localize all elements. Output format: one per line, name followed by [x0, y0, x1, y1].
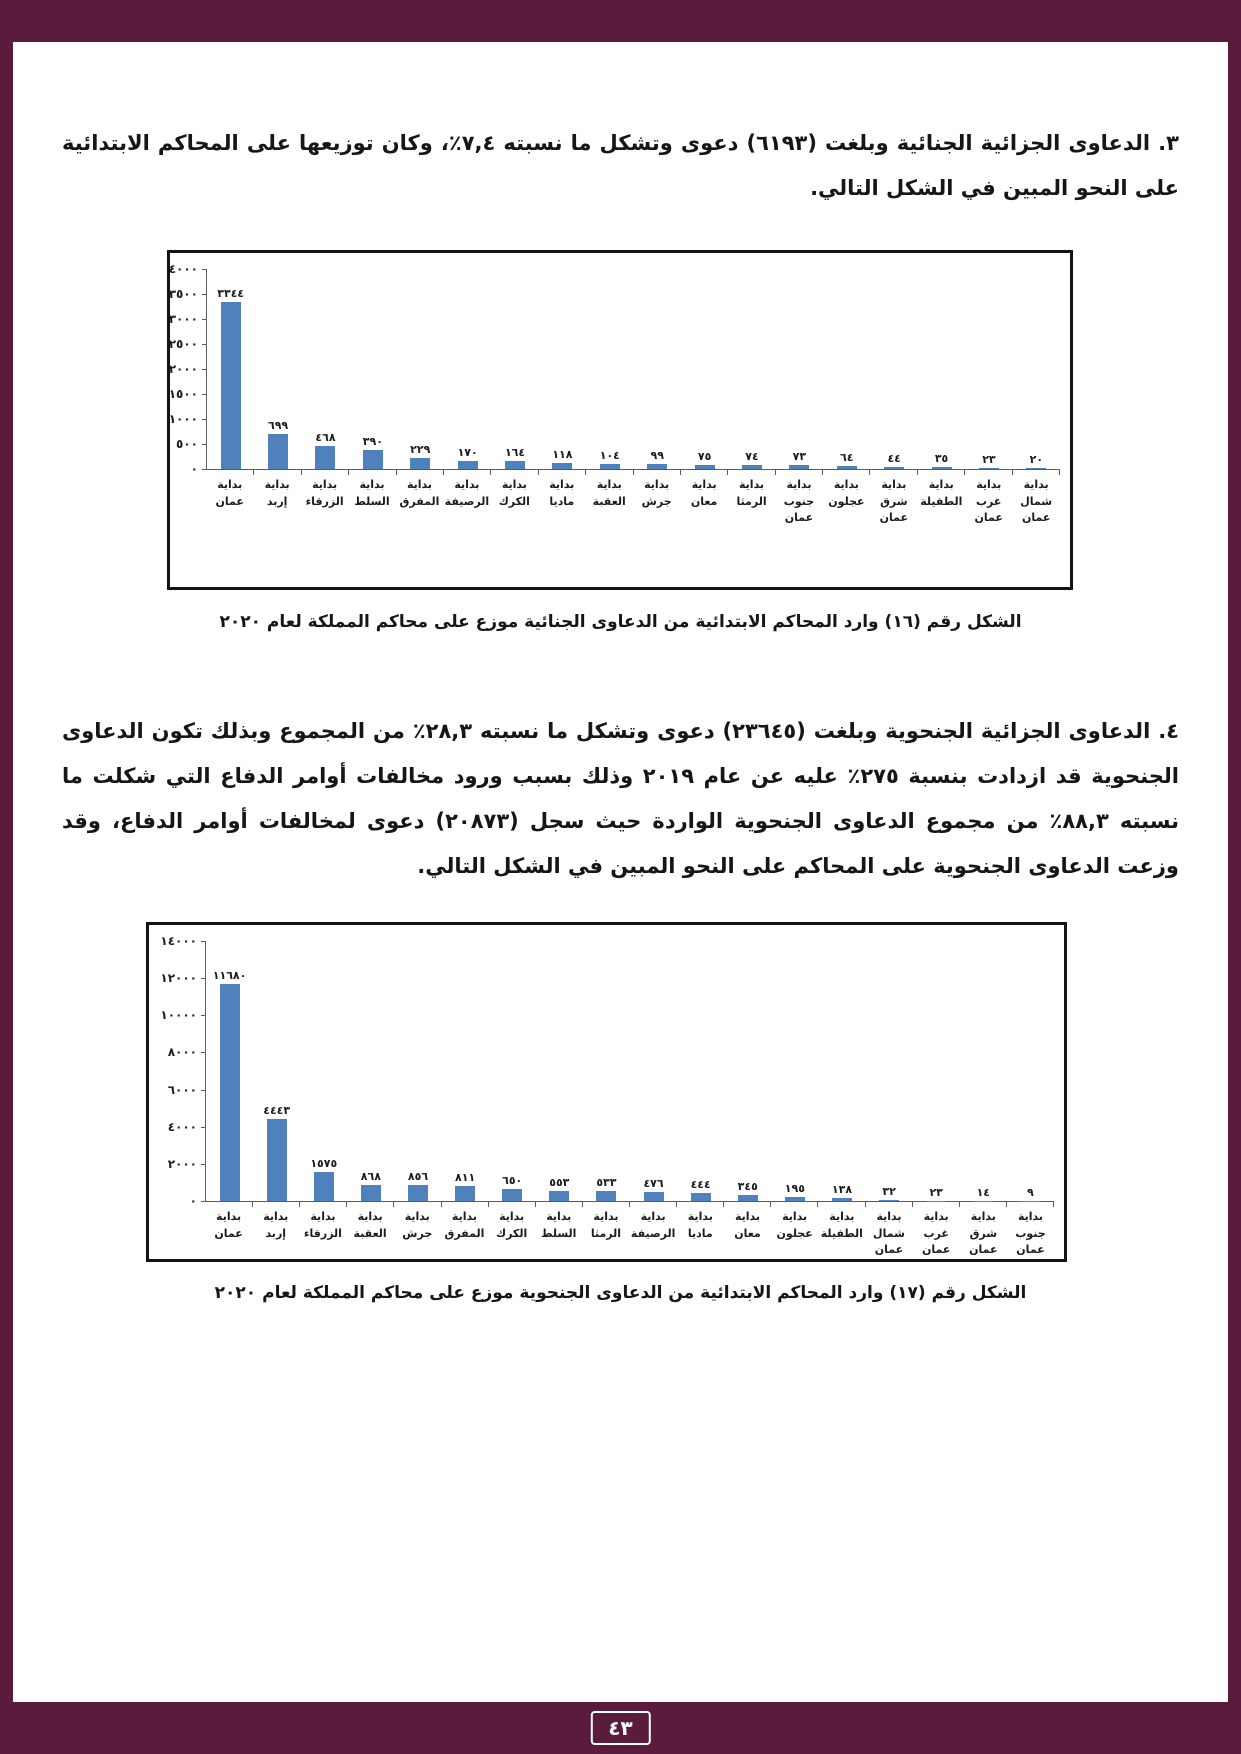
bar-slot: [254, 269, 301, 469]
bar-value-label: ٣٩٠: [362, 434, 383, 448]
bar-slot: [300, 941, 347, 1201]
x-axis-category-label: بداية جنوب عمان: [1015, 1210, 1046, 1256]
bar: [455, 1186, 475, 1201]
y-axis-tick-label: ٥٠٠: [176, 437, 198, 451]
x-axis-category-label: بداية ماديا: [549, 478, 575, 508]
bar-value-label: ٨٦٨: [360, 1169, 381, 1183]
bar-slot: [728, 269, 775, 469]
x-axis-category-label: بداية غرب عمان: [974, 478, 1003, 524]
y-axis: [168, 262, 206, 476]
y-axis-tick-label: ١٠٠٠٠: [160, 1008, 197, 1023]
bar-slot: [965, 269, 1012, 469]
bar-value-label: ١٣٨: [831, 1183, 853, 1197]
x-axis-category-label: بداية المفرق: [444, 1210, 485, 1240]
bar: [502, 1189, 522, 1201]
bar: [315, 446, 335, 469]
x-axis-category-label: بداية ماديا: [687, 1210, 713, 1240]
page-frame-top: [0, 0, 1241, 42]
x-axis-category-label: بداية غرب عمان: [921, 1210, 951, 1256]
bar: [268, 434, 288, 469]
bar: [267, 1119, 287, 1202]
bar-value-label: ٢٢٩: [410, 442, 431, 456]
bar: [644, 1192, 664, 1201]
bar-slot: [583, 941, 630, 1201]
bar: [221, 302, 241, 469]
bar-slot: [489, 941, 536, 1201]
x-axis-category-label: بداية شرق عمان: [879, 478, 909, 524]
y-axis-tick-label: ١٥٠٠: [168, 387, 198, 401]
page-frame-left: [0, 0, 13, 1754]
bar: [361, 1185, 381, 1201]
bar-value-label: ٣٤٥: [737, 1179, 758, 1193]
bar-slot: [866, 941, 913, 1201]
x-axis-category-label: بداية الطفيلة: [820, 1210, 863, 1240]
x-axis-category-label: بداية عمان: [214, 1210, 243, 1240]
x-axis-category-label: بداية عمان: [215, 478, 244, 508]
plot-area: [206, 269, 1060, 470]
bar-value-label: ٧٤: [745, 450, 759, 464]
bar-value-label: ١١٨: [552, 448, 573, 462]
x-axis-category-label: بداية شرق عمان: [969, 1210, 998, 1256]
bar: [408, 1185, 428, 1201]
bar-value-label: ١٦٤: [504, 445, 526, 459]
x-axis-category-label: بداية الطفيلة: [920, 478, 963, 508]
x-axis-labels: [205, 1201, 1054, 1259]
x-axis-category-label: بداية جرش: [402, 1210, 433, 1240]
x-axis-category-label: بداية شمال عمان: [873, 1210, 905, 1256]
page-frame-right: [1228, 0, 1241, 1754]
y-axis-tick-label: ٤٠٠٠: [168, 262, 198, 276]
bar-value-label: ٥٥٣: [549, 1175, 570, 1189]
bar-value-label: ٩: [1027, 1185, 1034, 1199]
x-axis-category-label: بداية الكرك: [498, 478, 530, 508]
bar-slot: [349, 269, 396, 469]
x-axis-category-label: بداية شمال عمان: [1020, 478, 1053, 524]
bar-slot: [442, 941, 489, 1201]
x-axis-category-label: بداية الرصيفة: [630, 1210, 676, 1240]
x-axis-category-label: بداية الكرك: [496, 1210, 528, 1240]
x-axis-labels: [206, 469, 1060, 527]
bar-value-label: ٤٤٤: [690, 1177, 711, 1191]
bar-slot: [960, 941, 1007, 1201]
bar-slot: [818, 941, 865, 1201]
bar-slot: [1013, 269, 1060, 469]
bar-slot: [677, 941, 724, 1201]
y-axis-tick-label: ٨٠٠٠: [167, 1045, 197, 1060]
x-axis-category-label: بداية معان: [734, 1210, 761, 1240]
bar-slot: [536, 941, 583, 1201]
bar-slot: [207, 269, 254, 469]
y-axis-tick-label: ١٢٠٠٠: [160, 971, 197, 986]
bar-value-label: ٧٥: [697, 450, 712, 464]
x-axis-category-label: بداية إربد: [263, 1210, 289, 1240]
bar-value-label: ٥٣٣: [596, 1176, 617, 1190]
bar-slot: [771, 941, 818, 1201]
x-axis-category-label: بداية السلط: [541, 1210, 577, 1240]
bar: [220, 984, 240, 1201]
paragraph-misdemeanor-cases: ٤. الدعاوى الجزائية الجنحوية وبلغت (٢٣٦٤٥) دعوى وتشكل ما نسبته ٢٨,٣٪ من المجموع وبذلك تكون الدعاوى الجنحوية قد ازدادت بنسبة ٢٧٥٪ عليه عن عام ٢٠١٩ وذلك بسبب ورود مخالفات أوامر الدفاع التي شكلت ما نسبته ٨٨,٣٪ من مجموع الدعاوى الجنحوية الواردة حيث سجل (٢٠٨٧٣) دعوى لمخالفات أوامر الدفاع، وقد وزعت الدعاوى الجنحوية على المحاكم على النحو المبين في الشكل التالي.: [62, 719, 1179, 878]
chart-figure-16: [167, 250, 1073, 590]
bar: [314, 1172, 334, 1201]
x-axis-category-label: بداية الرمثا: [736, 478, 767, 508]
bar-slot: [870, 269, 917, 469]
bar: [363, 450, 383, 470]
x-axis-category-label: بداية جرش: [641, 478, 672, 508]
y-axis-tick-label: ٦٠٠٠: [167, 1082, 197, 1097]
bar-slot: [347, 941, 394, 1201]
bar-value-label: ٨٥٦: [407, 1170, 429, 1184]
y-axis-tick-label: ٢٠٠٠: [167, 1156, 197, 1171]
y-axis-tick-label: ١٤٠٠٠: [160, 934, 197, 948]
x-axis-category-label: بداية العقبة: [592, 478, 626, 508]
bar-value-label: ١٤: [976, 1185, 991, 1199]
bar-slot: [302, 269, 349, 469]
bar-value-label: ٢٣: [982, 452, 996, 466]
bar: [505, 461, 525, 469]
y-axis-tick-label: ٢٥٠٠: [168, 337, 198, 351]
figure-16-caption: الشكل رقم (١٦) وارد المحاكم الابتدائية من الدعاوى الجنائية موزع على محاكم المملكة لعام ٢٠٢٠: [219, 612, 1022, 632]
bar-value-label: ٩٩: [650, 449, 664, 463]
bar: [691, 1193, 711, 1201]
bar: [596, 1191, 616, 1201]
bar-slot: [918, 269, 965, 469]
x-axis-category-label: بداية عجلون: [828, 478, 865, 508]
plot-area: [205, 941, 1054, 1202]
y-axis: [149, 934, 205, 1208]
x-axis-category-label: بداية الرمثا: [590, 1210, 622, 1240]
x-axis-category-label: بداية العقبة: [353, 1210, 387, 1240]
bar-value-label: ٢٠: [1029, 453, 1044, 466]
bar-slot: [634, 269, 681, 469]
bar-slot: [630, 941, 677, 1201]
x-axis-category-label: بداية الزرقاء: [303, 1210, 342, 1240]
bar-value-label: ١٧٠: [457, 445, 478, 459]
y-axis-tick-label: ٣٠٠٠: [168, 312, 198, 326]
y-axis-tick-label: ٢٠٠٠: [168, 362, 198, 376]
bar-value-label: ٦٤: [840, 450, 854, 464]
bar-value-label: ٤٦٨: [315, 430, 336, 444]
bar-slot: [444, 269, 491, 469]
bar-slot: [491, 269, 538, 469]
bar-value-label: ٦٥٠: [502, 1173, 523, 1187]
bar-value-label: ٣٥: [934, 452, 949, 466]
bar-value-label: ١١٦٨٠: [212, 969, 247, 983]
y-axis-tick-label: ٤٠٠٠: [167, 1119, 197, 1134]
bar-slot: [397, 269, 444, 469]
bar-value-label: ١٩٥: [784, 1182, 805, 1196]
bar-value-label: ٧٣: [792, 450, 807, 464]
bar-slot: [206, 941, 253, 1201]
x-axis-category-label: بداية السلط: [354, 478, 390, 508]
x-axis-category-label: بداية جنوب عمان: [783, 478, 815, 524]
page-number-badge: ٤٣: [590, 1711, 650, 1745]
bar: [410, 458, 430, 469]
y-axis-tick-label: ١٠٠٠: [168, 412, 198, 426]
bar-value-label: ٦٩٩: [268, 419, 289, 433]
y-axis-tick-label: ٣٥٠٠: [168, 287, 198, 301]
x-axis-category-label: بداية عجلون: [776, 1210, 813, 1240]
bar-slot: [539, 269, 586, 469]
bar-slot: [776, 269, 823, 469]
x-axis-category-label: بداية الرصيفة: [444, 478, 490, 508]
bar-slot: [253, 941, 300, 1201]
bar-slot: [724, 941, 771, 1201]
x-axis-category-label: بداية الزرقاء: [305, 478, 344, 508]
figure-17-caption: الشكل رقم (١٧) وارد المحاكم الابتدائية من الدعاوى الجنحوية موزع على محاكم المملكة لعام ٢٠٢٠: [214, 1283, 1027, 1303]
chart-figure-17: [146, 922, 1067, 1262]
bar-value-label: ١٠٤: [599, 448, 620, 462]
bar-slot: [913, 941, 960, 1201]
bar: [549, 1191, 569, 1201]
x-axis-category-label: بداية إربد: [264, 478, 290, 508]
bar-slot: [586, 269, 633, 469]
bar-value-label: ٣٢: [882, 1185, 896, 1199]
bar-slot: [681, 269, 728, 469]
bar-slot: [823, 269, 870, 469]
bar-value-label: ٨١١: [455, 1170, 476, 1184]
y-axis-tick-label: ٠: [190, 462, 198, 476]
bar-value-label: ٤٤: [887, 451, 901, 465]
bar-value-label: ٤٤٤٣: [263, 1103, 291, 1117]
bar-value-label: ٤٧٦: [643, 1177, 664, 1191]
paragraph-criminal-felony-cases: ٣. الدعاوى الجزائية الجنائية وبلغت (٦١٩٣) دعوى وتشكل ما نسبته ٧,٤٪، وكان توزيعها على المحاكم الابتدائية على النحو المبين في الشكل التالي.: [62, 131, 1179, 200]
bar-slot: [394, 941, 441, 1201]
bar: [458, 461, 478, 470]
bar-value-label: ٢٣: [929, 1185, 943, 1199]
x-axis-category-label: بداية المفرق: [399, 478, 440, 508]
y-axis-tick-label: ٠: [189, 1194, 197, 1208]
x-axis-category-label: بداية معان: [690, 478, 718, 508]
bar-value-label: ١٥٧٥: [310, 1156, 338, 1170]
bar-value-label: ٣٣٤٤: [217, 286, 245, 300]
bar-slot: [1007, 941, 1054, 1201]
